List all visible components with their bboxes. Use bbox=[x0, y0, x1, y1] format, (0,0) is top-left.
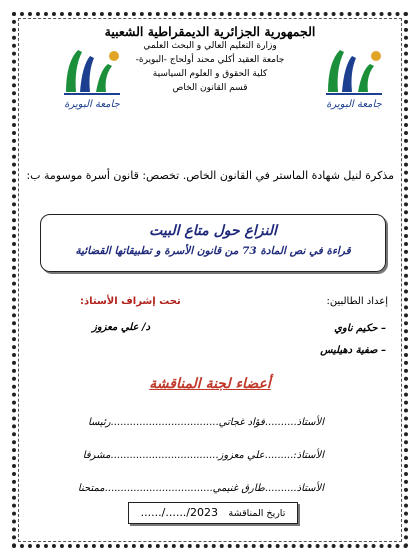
defense-date-value: 2023/....../...... bbox=[140, 506, 219, 519]
thesis-title-box bbox=[40, 214, 386, 272]
jury-member: الأستاذ..........فؤاد غجاتي..................................رئيسا bbox=[87, 417, 324, 428]
faculty-name: كلية الحقوق و العلوم السياسية bbox=[152, 69, 268, 79]
ministry-name: وزارة التعليم العالي و البحث العلمي bbox=[143, 41, 277, 51]
country-name: الجمهورية الجزائرية الديمقراطية الشعبية bbox=[104, 24, 316, 39]
jury-member: الأستاذ..........طارق غنيمي..................................ممتحنا bbox=[77, 483, 324, 494]
supervisor-name: د/ علي معزوز bbox=[92, 322, 151, 333]
jury-title: أعضاء لجنة المناقشة bbox=[149, 376, 271, 392]
jury-list bbox=[77, 406, 324, 505]
svg-text:جامعة البويرة: جامعة البويرة bbox=[326, 99, 382, 110]
student-name: – حكيم ناوي bbox=[334, 323, 386, 334]
student-name: – صفية دهيليس bbox=[320, 345, 386, 356]
department-name: قسم القانون الخاص bbox=[172, 83, 248, 93]
students-heading: إعداد الطالبين: bbox=[326, 296, 388, 307]
memo-statement: مذكرة لنيل شهادة الماستر في القانون الخاص. تخصص: قانون أسرة موسومة ب: bbox=[26, 169, 394, 182]
defense-date-box bbox=[128, 502, 298, 524]
students-list bbox=[320, 318, 386, 362]
university-logo-right bbox=[318, 42, 390, 112]
thesis-subtitle: قراءة في نص المادة 73 من قانون الأسرة و تطبيقاتها القضائية bbox=[75, 245, 351, 257]
university-name: جامعة العقيد أكلي محند أولحاج -البويرة- bbox=[135, 55, 285, 65]
university-logo-left bbox=[56, 42, 128, 112]
svg-text:جامعة البويرة: جامعة البويرة bbox=[64, 99, 120, 110]
supervisor-heading: تحت إشراف الأستاذ: bbox=[80, 296, 181, 307]
defense-date-label: تاريخ المناقشة bbox=[228, 508, 286, 519]
jury-member: الأستاذ:.........علي معزوز..................................مشرفا bbox=[82, 450, 324, 461]
thesis-title: النزاع حول متاع البيت bbox=[149, 223, 277, 239]
